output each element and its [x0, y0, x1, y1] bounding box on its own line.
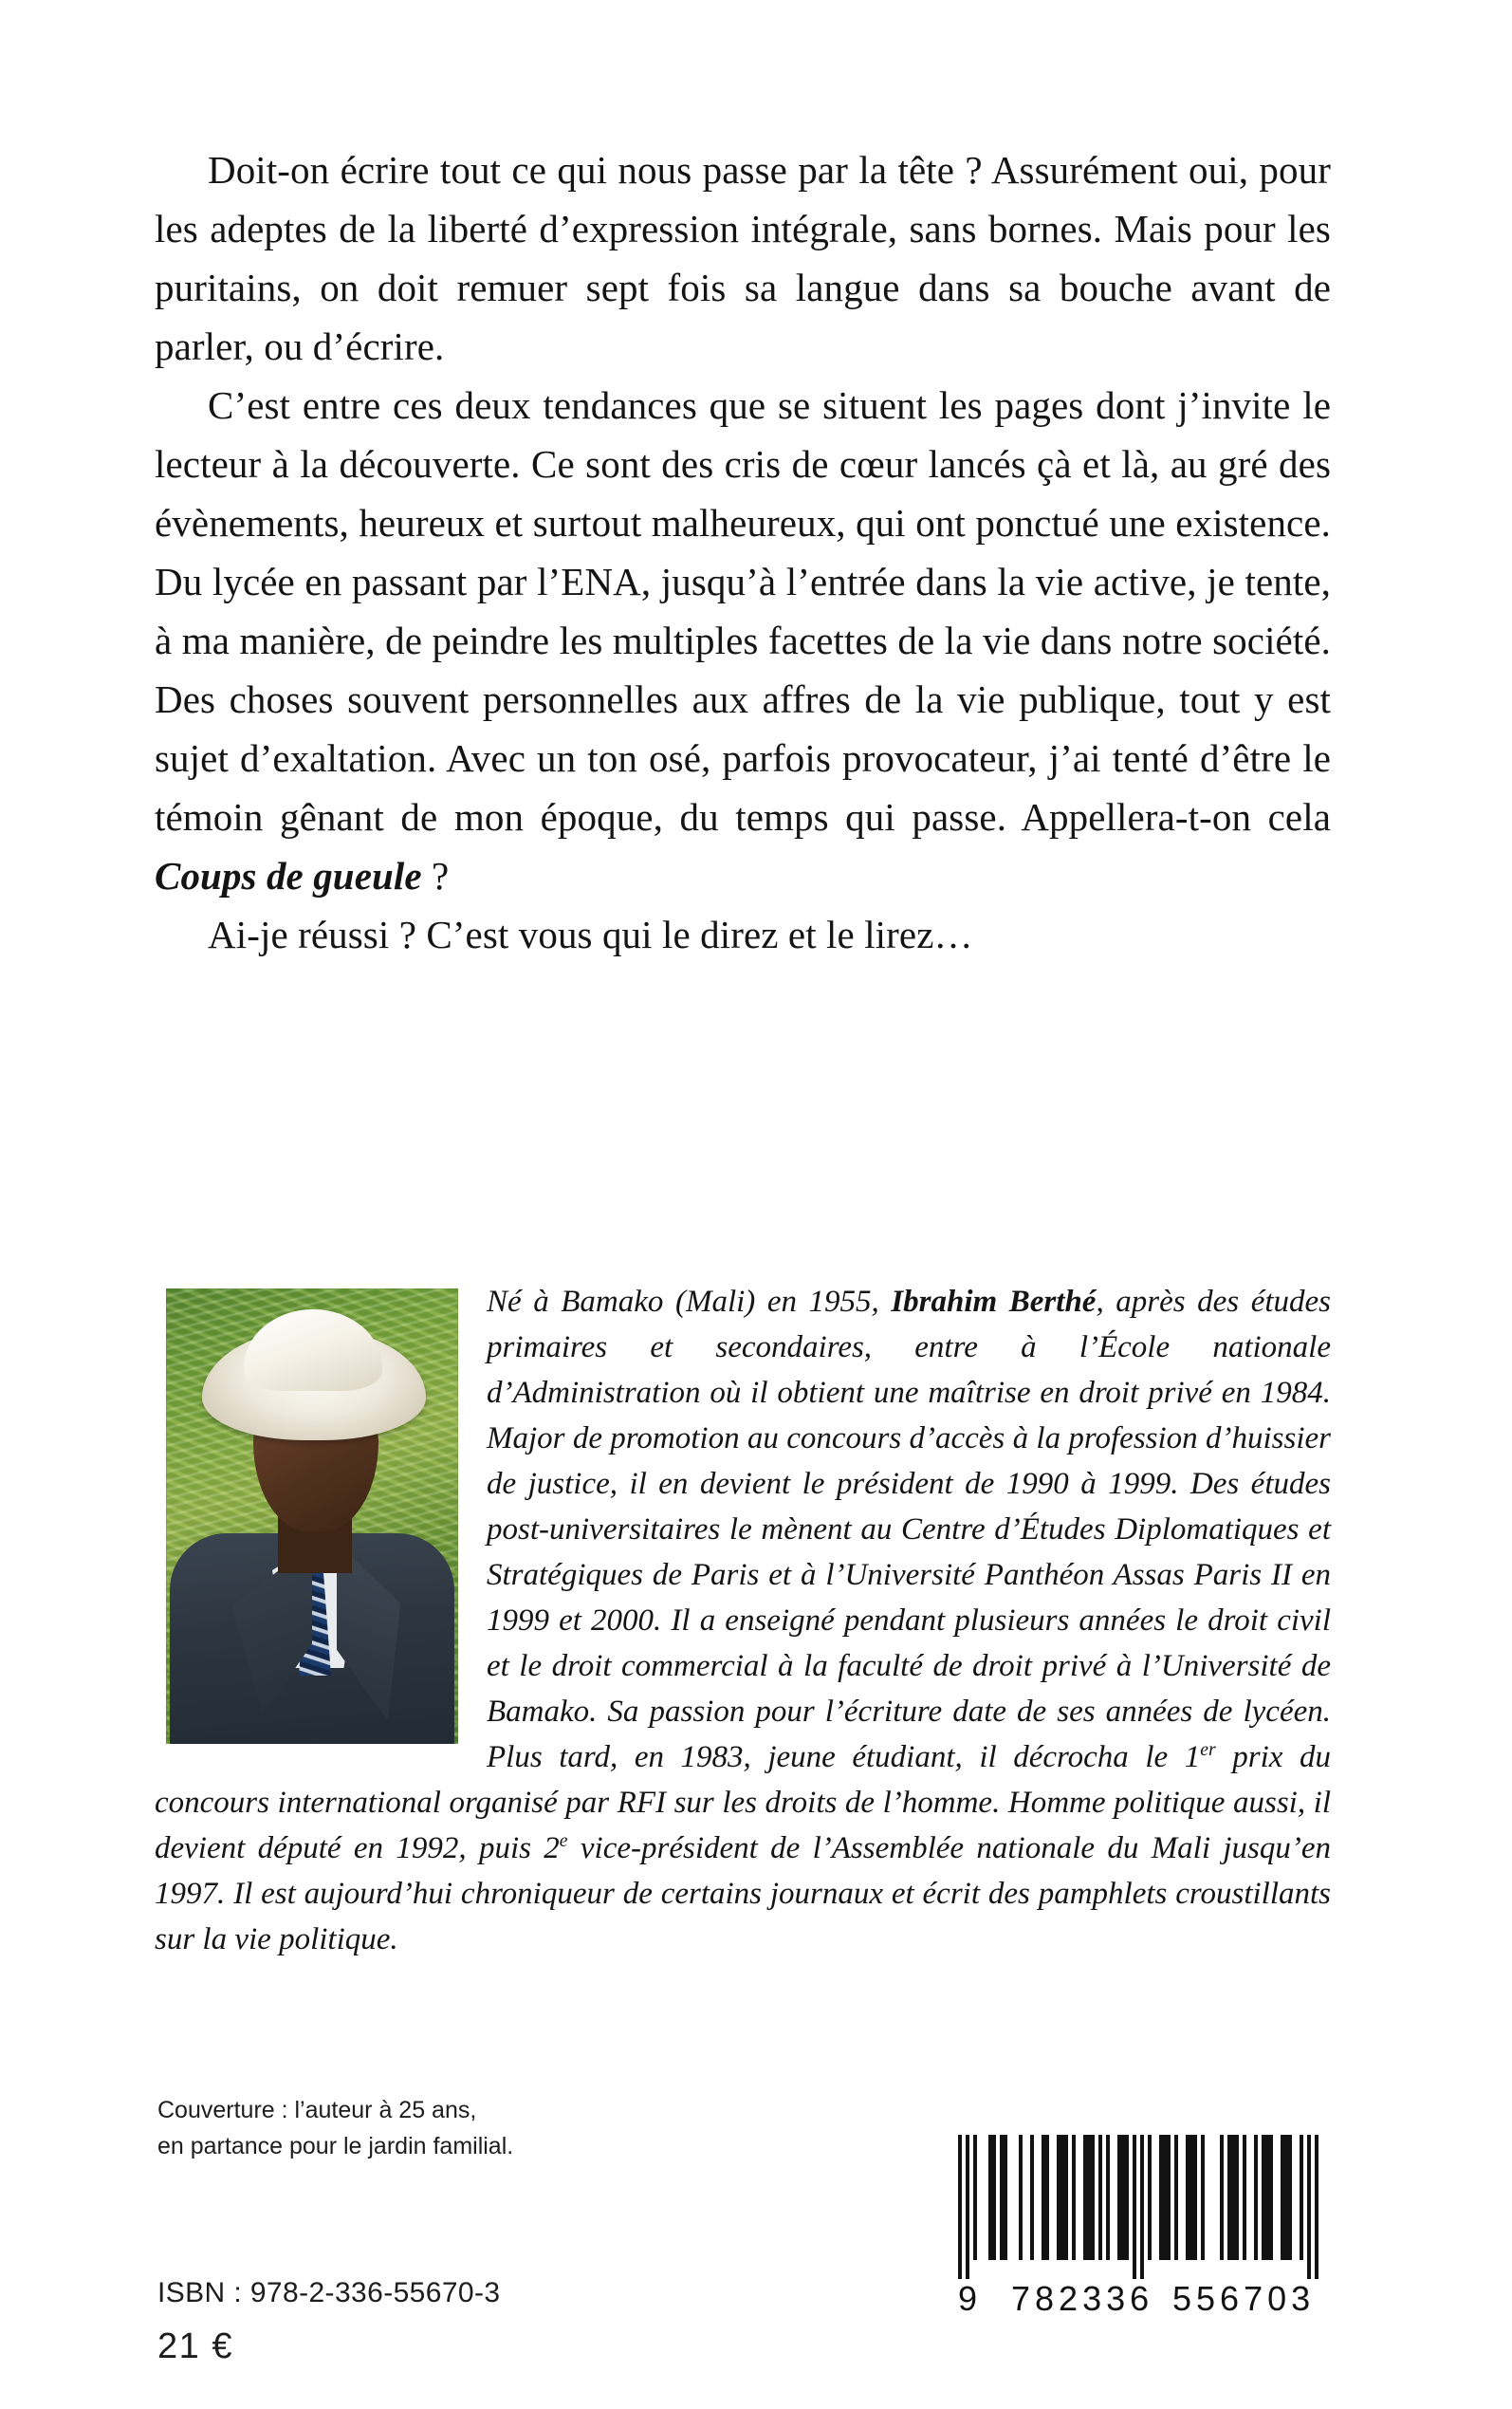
author-name: Ibrahim Berthé	[891, 1285, 1097, 1319]
barcode-left-group: 782336	[1011, 2279, 1154, 2318]
blurb-p2-text-before-title: C’est entre ces deux tendances que se situent les pages dont j’invite le lecteur à la découverte. Ce sont des cris de cœur lancés çà et là, au gré des évènements, heureux et surtout malheureux, qui ont ponctué une existence. Du lycée en passant par l’ENA, jusqu’à l’entrée dans la vie active, je tente, à ma manière, de peindre les multiples facettes de la vie dans notre société. Des choses souvent personnelles aux affres de la vie publique, tout y est sujet d’exaltation. Avec un ton osé, parfois provocateur, j’ai tenté d’être le témoin gênant de mon époque, du temps qui passe. Appellera-t-on cela	[155, 383, 1331, 839]
ean13-barcode	[958, 2135, 1318, 2325]
author-portrait-photo	[166, 1288, 458, 1744]
blurb-paragraph-1: Doit-on écrire tout ce qui nous passe par la tête ? Assurément oui, pour les adeptes de la liberté d’expression intégrale, sans bornes. Mais pour les puritains, on doit remuer sept fois sa langue dans sa bouche avant de parler, ou d’écrire.	[155, 148, 1331, 368]
blurb-paragraph-3: Ai-je réussi ? C’est vous qui le direz et le lirez…	[208, 913, 973, 956]
isbn-text: ISBN : 978-2-336-55670-3	[157, 2277, 501, 2308]
barcode-digits	[958, 2279, 1318, 2323]
work-title: Coups de gueule	[155, 854, 422, 898]
cover-credit-line-1: Couverture : l’auteur à 25 ans,	[157, 2097, 477, 2123]
author-section	[155, 1279, 1331, 1962]
bio-text-segment-1: , après des études primaires et secondaires, entre à l’École nationale d’Administration où il obtient une maîtrise en droit privé en 1984. Major de promotion au concours d’accès à la profession d’huissier de justice, il en devient le président de 1990 à 1999. Des études post-universitaires le mènent au Centre d’Études Diplomatiques et Stratégiques de Paris et à l’Université Panthéon Assas Paris II en 1999 et 2000. Il a enseigné pendant plusieurs années le droit civil et le droit commercial à la faculté de droit privé à l’Université de Bamako. Sa passion pour l’écriture date de ses années de lycéen. Plus tard, en 1983, jeune étudiant, il décrocha le 1	[487, 1285, 1331, 1774]
price-text: 21 €	[157, 2326, 233, 2366]
blurb-paragraph-2	[155, 376, 1331, 905]
cover-credit-line-2: en partance pour le jardin familial.	[157, 2133, 514, 2159]
cover-credit	[157, 2092, 513, 2164]
barcode-right-group: 556703	[1172, 2279, 1316, 2318]
back-cover-blurb	[155, 140, 1331, 964]
ordinal-suffix-er: er	[1200, 1739, 1216, 1760]
barcode-bars	[958, 2135, 1318, 2279]
bio-text-segment-2: prix du concours international organisé par RFI sur les droits de l’homme. Homme politique aussi, il devient député en 1992, puis 2	[155, 1740, 1331, 1865]
bio-text-before-name: Né à Bamako (Mali) en 1955,	[487, 1285, 892, 1319]
bio-text-segment-3: vice-président de l’Assemblée nationale du Mali jusqu’en 1997. Il est aujourd’hui chroniqueur de certains journaux et écrit des pamphlets croustillants sur la vie politique.	[155, 1831, 1331, 1956]
ordinal-suffix-e: e	[559, 1830, 568, 1851]
blurb-p2-text-after-title: ?	[421, 854, 450, 898]
barcode-lead-digit: 9	[958, 2279, 979, 2318]
